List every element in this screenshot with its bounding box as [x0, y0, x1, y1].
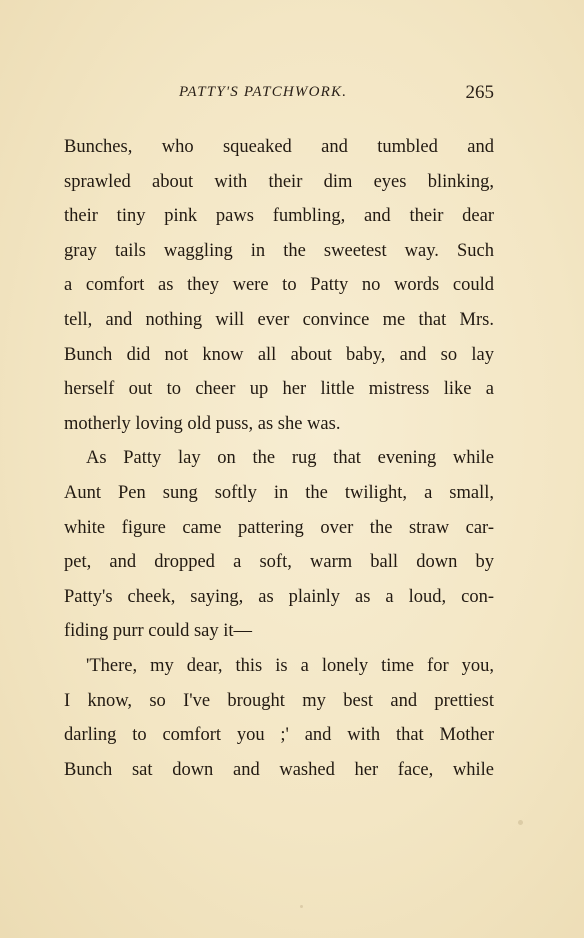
text-line: tell, and nothing will ever convince me that Mrs. [64, 309, 494, 330]
paper-speck [518, 820, 523, 825]
text-line: darling to comfort you ;' and with that Mother [64, 725, 494, 746]
text-line: pet, and dropped a soft, warm ball down by [64, 552, 494, 573]
page-number: 265 [465, 82, 494, 103]
running-header [64, 82, 494, 106]
text-line: 'There, my dear, this is a lonely time for you, [86, 655, 494, 676]
paper-speck [300, 905, 303, 908]
text-line: Patty's cheek, saying, as plainly as a loud, con- [64, 586, 494, 607]
text-line: I know, so I've brought my best and prettiest [64, 690, 494, 711]
text-line: a comfort as they were to Patty no words could [64, 275, 494, 296]
text-line: gray tails waggling in the sweetest way. Such [64, 240, 494, 261]
text-line: herself out to cheer up her little mistress like a [64, 379, 494, 400]
text-line: As Patty lay on the rug that evening while [86, 448, 494, 469]
text-line: sprawled about with their dim eyes blinking, [64, 171, 494, 192]
running-title: PATTY'S PATCHWORK. [179, 84, 348, 100]
text-line: Bunches, who squeaked and tumbled and [64, 137, 494, 157]
text-line: fiding purr could say it— [64, 621, 253, 642]
text-line: Bunch did not know all about baby, and so lay [64, 344, 494, 365]
text-line: Bunch sat down and washed her face, while [64, 759, 494, 780]
body-text [64, 130, 494, 787]
text-line: their tiny pink paws fumbling, and their dear [64, 206, 494, 227]
text-line: motherly loving old puss, as she was. [64, 413, 341, 434]
text-line: white figure came pattering over the straw car- [64, 517, 494, 538]
text-line: Aunt Pen sung softly in the twilight, a small, [64, 482, 494, 503]
